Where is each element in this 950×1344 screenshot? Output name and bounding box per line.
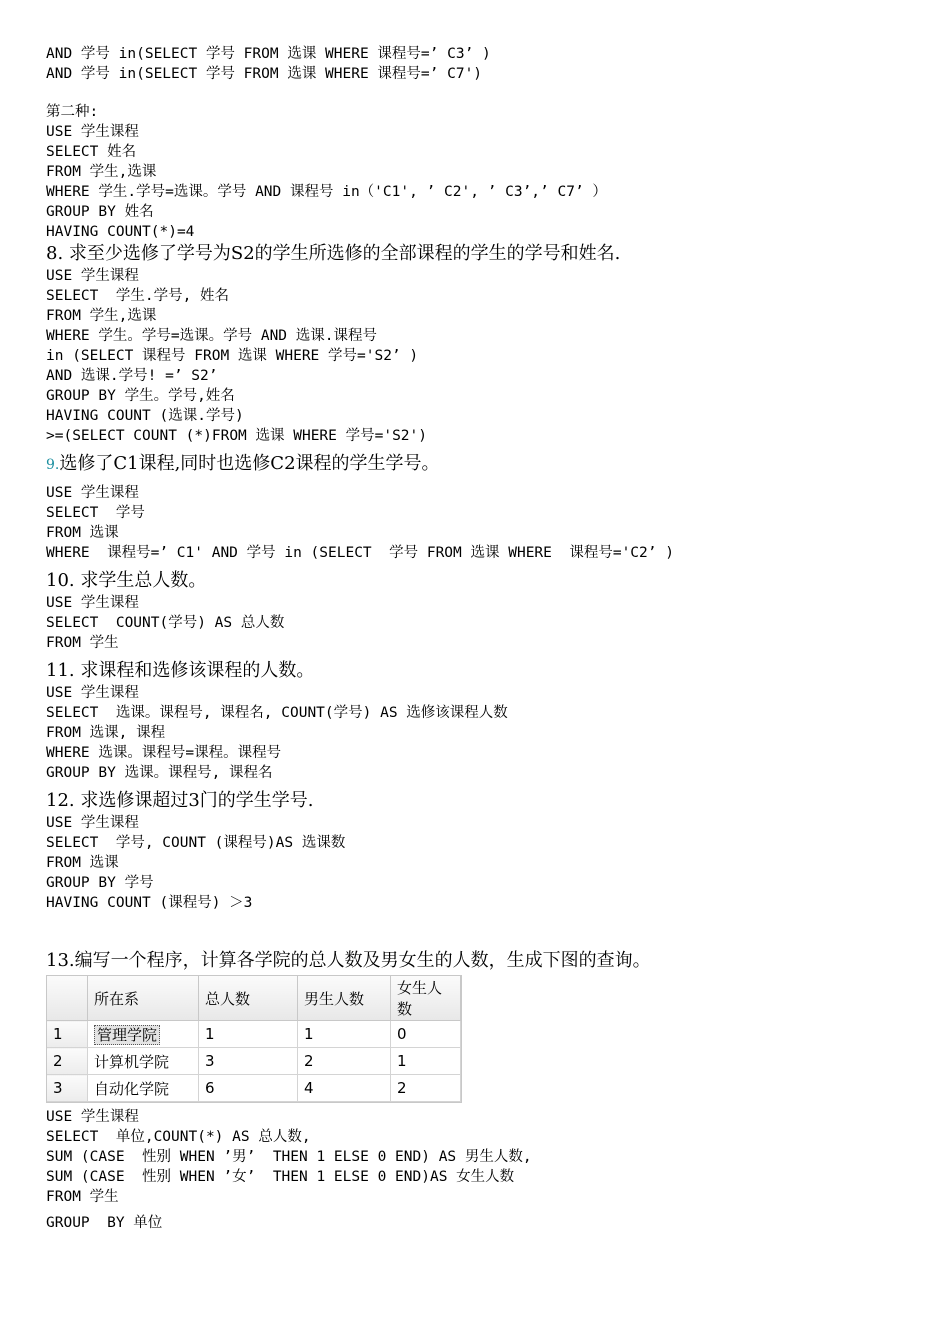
grid-cell[interactable]: 计算机学院: [88, 1048, 199, 1075]
grid-cell[interactable]: 6: [199, 1075, 298, 1102]
code-line: USE 学生课程: [46, 485, 139, 501]
code-line: FROM 选课: [46, 525, 119, 541]
grid-cell[interactable]: 4: [298, 1075, 391, 1102]
code-line: USE 学生课程: [46, 595, 139, 611]
grid-cell-selected[interactable]: [88, 1021, 199, 1048]
code-line: FROM 学生: [46, 635, 119, 651]
code-line: SELECT 姓名: [46, 144, 137, 160]
code-line: SELECT 学号, COUNT (课程号)AS 选课数: [46, 835, 346, 851]
grid-header-row: [47, 976, 461, 1021]
result-table: [47, 976, 461, 1102]
document-page: [46, 44, 926, 1233]
grid-cell[interactable]: 0: [391, 1021, 461, 1048]
code-line: SUM (CASE 性别 WHEN ’男’ THEN 1 ELSE 0 END) AS 男生人数,: [46, 1149, 532, 1165]
grid-cell[interactable]: 自动化学院: [88, 1075, 199, 1102]
code-line: AND 学号 in(SELECT 学号 FROM 选课 WHERE 课程号=’ C3’ ): [46, 46, 491, 62]
code-block-q10: [46, 593, 926, 653]
grid-cell[interactable]: 2: [298, 1048, 391, 1075]
code-line: WHERE 学生.学号=选课。学号 AND 课程号 in（'C1', ’ C2', ’ C3’,’ C7’ ）: [46, 184, 607, 200]
code-line: USE 学生课程: [46, 124, 139, 140]
code-line: AND 选课.学号! =’ S2’: [46, 368, 218, 384]
column-header-female[interactable]: 女生人数: [391, 976, 461, 1021]
code-line: FROM 选课, 课程: [46, 725, 166, 741]
column-header-total[interactable]: 总人数: [199, 976, 298, 1021]
row-number-header: [47, 976, 88, 1021]
code-line: SUM (CASE 性别 WHEN ’女’ THEN 1 ELSE 0 END)AS 女生人数: [46, 1169, 515, 1185]
code-line: SELECT 单位,COUNT(*) AS 总人数,: [46, 1129, 311, 1145]
table-row[interactable]: [47, 1021, 461, 1048]
code-line: HAVING COUNT (选课.学号): [46, 408, 244, 424]
code-line: SELECT 学生.学号, 姓名: [46, 288, 230, 304]
question-11-title: 11. 求课程和选修该课程的人数。: [46, 660, 315, 681]
question-12-title: 12. 求选修课超过3门的学生学号.: [46, 790, 314, 811]
code-line: FROM 学生,选课: [46, 308, 157, 324]
table-row[interactable]: [47, 1075, 461, 1102]
question-8-title: 8. 求至少选修了学号为S2的学生所选修的全部课程的学生的学号和姓名.: [46, 243, 621, 264]
question-9-text: 选修了C1课程,同时也选修C2课程的学生学号。: [59, 453, 440, 474]
code-line: USE 学生课程: [46, 268, 139, 284]
code-line: FROM 选课: [46, 855, 119, 871]
code-block-q12: [46, 813, 926, 913]
column-header-male[interactable]: 男生人数: [298, 976, 391, 1021]
code-line: WHERE 选课。课程号=课程。课程号: [46, 745, 282, 761]
cell-text: 管理学院: [94, 1025, 160, 1045]
code-block-q9: [46, 483, 926, 563]
grid-cell[interactable]: 1: [298, 1021, 391, 1048]
method-label: 第二种:: [46, 104, 99, 120]
code-line: SELECT 学号: [46, 505, 145, 521]
column-header-department[interactable]: 所在系: [88, 976, 199, 1021]
question-13-title: 13.编写一个程序，计算各学院的总人数及男女生的人数，生成下图的查询。: [46, 950, 651, 971]
code-line: >=(SELECT COUNT (*)FROM 选课 WHERE 学号='S2'): [46, 428, 427, 444]
row-number[interactable]: 3: [47, 1075, 88, 1102]
code-line: USE 学生课程: [46, 815, 139, 831]
code-line: WHERE 课程号=’ C1' AND 学号 in (SELECT 学号 FROM 选课 WHERE 课程号='C2’ ): [46, 545, 674, 561]
code-line: GROUP BY 选课。课程号, 课程名: [46, 765, 273, 781]
code-line: USE 学生课程: [46, 685, 139, 701]
code-line: HAVING COUNT (课程号) ＞3: [46, 895, 253, 911]
code-block-second-method: [46, 122, 926, 242]
grid-cell[interactable]: 2: [391, 1075, 461, 1102]
code-line: FROM 学生: [46, 1189, 119, 1205]
code-block-q13: [46, 1107, 926, 1233]
code-line: AND 学号 in(SELECT 学号 FROM 选课 WHERE 课程号=’ C7'): [46, 66, 483, 82]
code-line: GROUP BY 学生。学号,姓名: [46, 388, 235, 404]
grid-cell[interactable]: 1: [199, 1021, 298, 1048]
code-line: HAVING COUNT(*)=4: [46, 224, 195, 240]
question-10-title: 10. 求学生总人数。: [46, 570, 207, 591]
code-line: FROM 学生,选课: [46, 164, 157, 180]
code-line: GROUP BY 学号: [46, 875, 154, 891]
question-9-number: 9.: [46, 457, 60, 473]
row-number[interactable]: 2: [47, 1048, 88, 1075]
code-line: SELECT 选课。课程号, 课程名, COUNT(学号) AS 选修该课程人数: [46, 705, 508, 721]
table-row[interactable]: [47, 1048, 461, 1075]
code-block-q8: [46, 266, 926, 446]
code-line: GROUP BY 单位: [46, 1215, 163, 1231]
question-9-title: [46, 452, 926, 477]
code-line: USE 学生课程: [46, 1109, 139, 1125]
code-block-q11: [46, 683, 926, 783]
code-line: GROUP BY 姓名: [46, 204, 154, 220]
row-number[interactable]: 1: [47, 1021, 88, 1048]
code-line: WHERE 学生。学号=选课。学号 AND 选课.课程号: [46, 328, 377, 344]
grid-cell[interactable]: 3: [199, 1048, 298, 1075]
grid-cell[interactable]: 1: [391, 1048, 461, 1075]
code-line: in (SELECT 课程号 FROM 选课 WHERE 学号='S2’ ): [46, 348, 419, 364]
query-result-grid: [46, 975, 462, 1103]
code-line: SELECT COUNT(学号) AS 总人数: [46, 615, 285, 631]
